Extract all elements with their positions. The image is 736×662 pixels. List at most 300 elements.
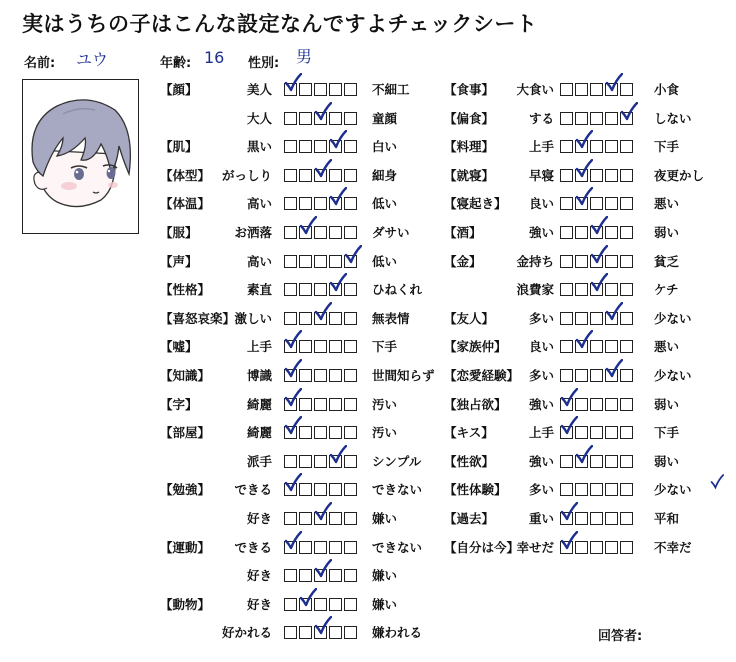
checkbox[interactable] (314, 255, 327, 268)
category-label: 【酒】 (444, 225, 482, 240)
checkbox[interactable] (344, 541, 357, 554)
category-label: 【字】 (160, 396, 198, 412)
checkbox[interactable] (590, 512, 603, 525)
left-option-label: 好き (246, 568, 272, 584)
right-option-label: 下手 (654, 425, 680, 441)
checkbox[interactable] (329, 83, 342, 96)
checklist-row (444, 252, 729, 274)
checkbox[interactable] (575, 255, 588, 268)
left-option-label: 金持ち (516, 253, 554, 269)
checklist-row (160, 280, 430, 302)
left-option-label: 激しい (234, 310, 272, 326)
right-option-label: 嫌い (372, 511, 398, 526)
checkbox[interactable] (284, 226, 297, 239)
checkbox[interactable] (605, 398, 618, 411)
checkbox[interactable] (605, 112, 618, 125)
checklist-row (444, 509, 729, 531)
right-option-label: ひねくれ (372, 282, 423, 298)
left-option-label: できる (234, 539, 272, 555)
checkbox[interactable] (284, 283, 297, 296)
category-label: 【性体験】 (444, 482, 507, 498)
checkbox[interactable] (314, 483, 327, 496)
character-portrait (22, 79, 139, 234)
right-option-label: 弱い (654, 396, 680, 412)
checkbox[interactable] (299, 626, 312, 639)
checkbox[interactable] (620, 340, 633, 353)
checkbox[interactable] (590, 140, 603, 153)
checkbox[interactable] (329, 541, 342, 554)
checkbox[interactable] (620, 83, 633, 96)
checkbox[interactable] (575, 426, 588, 439)
checkbox[interactable] (344, 512, 357, 525)
left-option-label: 大人 (246, 110, 272, 126)
checklist-row (160, 80, 430, 102)
checkbox[interactable] (605, 340, 618, 353)
left-option-label: 良い (528, 339, 554, 355)
left-option-label: 重い (528, 511, 554, 526)
checkbox[interactable] (299, 398, 312, 411)
category-label: 【喜怒哀楽】 (160, 310, 236, 326)
left-option-label: できる (234, 482, 272, 498)
right-option-label: ケチ (654, 282, 679, 298)
left-option-label: 早寝 (528, 167, 554, 183)
checkbox[interactable] (620, 255, 633, 268)
checkbox[interactable] (329, 426, 342, 439)
checklist-row (160, 595, 430, 617)
checkbox[interactable] (299, 283, 312, 296)
checkbox[interactable] (560, 169, 573, 182)
checkbox[interactable] (299, 483, 312, 496)
checklist-row (444, 109, 729, 131)
checklist-row (444, 395, 729, 417)
checkbox[interactable] (299, 541, 312, 554)
right-option-label: 不幸だ (654, 539, 692, 555)
checklist-row (160, 452, 430, 474)
checklist-row (444, 223, 729, 245)
checkbox[interactable] (299, 340, 312, 353)
checkbox[interactable] (314, 541, 327, 554)
checkbox[interactable] (299, 569, 312, 582)
checkbox[interactable] (575, 283, 588, 296)
checkbox[interactable] (314, 226, 327, 239)
left-option-label: がっしり (221, 167, 272, 183)
checkbox[interactable] (329, 340, 342, 353)
checkbox[interactable] (590, 112, 603, 125)
checkbox[interactable] (314, 83, 327, 96)
checkbox[interactable] (575, 112, 588, 125)
checkbox[interactable] (605, 255, 618, 268)
checkbox[interactable] (575, 312, 588, 325)
checkbox[interactable] (590, 83, 603, 96)
category-label: 【部屋】 (160, 425, 211, 441)
checkbox[interactable] (620, 140, 633, 153)
category-label: 【友人】 (444, 310, 495, 326)
checkbox[interactable] (299, 140, 312, 153)
right-option-label: 細身 (372, 167, 398, 183)
category-label: 【肌】 (160, 139, 198, 155)
category-label: 【料理】 (444, 139, 495, 155)
checkbox[interactable] (344, 426, 357, 439)
checkbox[interactable] (575, 369, 588, 382)
checkbox[interactable] (344, 140, 357, 153)
checkbox[interactable] (284, 598, 297, 611)
category-label: 【自分は今】 (444, 539, 520, 555)
category-label: 【性格】 (160, 282, 211, 298)
checkbox[interactable] (620, 197, 633, 210)
checkbox[interactable] (560, 483, 573, 496)
right-option-label: 無表情 (372, 310, 410, 326)
checkbox[interactable] (605, 283, 618, 296)
character-illustration (23, 80, 139, 234)
checkbox[interactable] (299, 197, 312, 210)
checkbox[interactable] (299, 112, 312, 125)
checklist-row (444, 452, 729, 474)
checkbox[interactable] (299, 83, 312, 96)
checklist-row (444, 423, 729, 445)
checklist-row (444, 480, 729, 502)
checklist-row (160, 366, 435, 388)
category-label: 【キス】 (444, 425, 494, 441)
right-option-label: 嫌われる (372, 625, 423, 641)
checkbox[interactable] (329, 626, 342, 639)
left-option-label: 綺麗 (246, 425, 272, 441)
checkbox[interactable] (344, 312, 357, 325)
checkbox[interactable] (284, 455, 297, 468)
checklist-row (444, 337, 729, 359)
right-option-label: 悪い (654, 196, 680, 212)
check-mark-icon (344, 245, 362, 265)
checkbox[interactable] (314, 455, 327, 468)
right-option-label: 平和 (654, 511, 680, 526)
checkbox[interactable] (575, 398, 588, 411)
checkbox[interactable] (344, 398, 357, 411)
checkbox[interactable] (605, 541, 618, 554)
right-option-label: シンプル (372, 453, 422, 469)
checkbox[interactable] (575, 483, 588, 496)
checkbox[interactable] (344, 83, 357, 96)
category-label: 【偏食】 (444, 110, 495, 126)
checkbox[interactable] (560, 112, 573, 125)
checkbox[interactable] (284, 569, 297, 582)
checkbox[interactable] (344, 226, 357, 239)
checklist-row (160, 566, 430, 588)
category-label: 【寝起き】 (444, 196, 507, 212)
checkbox[interactable] (344, 598, 357, 611)
checklist-row (444, 309, 729, 331)
right-option-label: 嫌い (372, 568, 398, 584)
right-option-label: 悪い (654, 339, 680, 355)
checkbox[interactable] (590, 426, 603, 439)
age-label: 年齢: (160, 56, 192, 71)
gender-label: 性別: (248, 56, 280, 71)
checkbox[interactable] (314, 369, 327, 382)
checklist-row (160, 538, 430, 560)
checkbox[interactable] (620, 369, 633, 382)
left-option-label: 美人 (246, 82, 272, 97)
checkbox[interactable] (344, 283, 357, 296)
left-option-label: 強い (528, 453, 554, 469)
right-option-label: 小食 (654, 82, 680, 97)
right-option-label: 世間知らず (372, 368, 435, 383)
checkbox[interactable] (299, 369, 312, 382)
left-option-label: お洒落 (234, 225, 272, 240)
checkbox[interactable] (299, 255, 312, 268)
left-option-label: 多い (528, 310, 554, 326)
right-option-label: 嫌い (372, 596, 398, 612)
checkbox[interactable] (620, 426, 633, 439)
checkbox[interactable] (560, 455, 573, 468)
category-label: 【恋愛経験】 (444, 368, 520, 383)
left-option-label: 好き (246, 511, 272, 526)
checkbox[interactable] (605, 426, 618, 439)
checkbox[interactable] (560, 197, 573, 210)
respondent-label: 回答者: (598, 629, 643, 644)
checklist-row (160, 194, 430, 216)
checkbox[interactable] (284, 312, 297, 325)
checkbox[interactable] (329, 512, 342, 525)
checkbox[interactable] (329, 312, 342, 325)
checkbox[interactable] (590, 541, 603, 554)
category-label: 【性欲】 (444, 453, 495, 469)
left-option-label: 博識 (246, 368, 272, 383)
checkbox[interactable] (314, 283, 327, 296)
checklist-row (160, 166, 430, 188)
checkbox[interactable] (560, 369, 573, 382)
name-value: ユウ (76, 50, 109, 69)
checkbox[interactable] (560, 140, 573, 153)
checklist-row (444, 538, 729, 560)
checkbox[interactable] (620, 398, 633, 411)
left-option-label: 好かれる (221, 625, 272, 641)
right-option-label: 汚い (372, 396, 398, 412)
left-option-label: 黒い (246, 139, 272, 155)
checkbox[interactable] (329, 569, 342, 582)
checkbox[interactable] (344, 569, 357, 582)
right-option-label: しない (654, 110, 692, 126)
checkbox[interactable] (299, 426, 312, 439)
checkbox[interactable] (605, 226, 618, 239)
left-option-label: 綺麗 (246, 396, 272, 412)
checkbox[interactable] (560, 83, 573, 96)
right-option-label: 不細工 (372, 82, 410, 97)
checklist-row (160, 109, 430, 131)
checkbox[interactable] (344, 340, 357, 353)
checkbox[interactable] (314, 598, 327, 611)
right-option-label: できない (372, 482, 423, 498)
category-label: 【運動】 (160, 539, 211, 555)
checklist-row (160, 623, 430, 645)
left-option-label: 高い (246, 196, 272, 212)
checkbox[interactable] (575, 83, 588, 96)
checkbox[interactable] (344, 483, 357, 496)
checkbox[interactable] (344, 197, 357, 210)
checkbox[interactable] (620, 483, 633, 496)
checkbox[interactable] (620, 169, 633, 182)
sheet-title: 実はうちの子はこんな設定なんですよチェックシート (22, 12, 538, 36)
checkbox[interactable] (329, 398, 342, 411)
checkbox[interactable] (329, 369, 342, 382)
name-label: 名前: (24, 56, 56, 71)
checkbox[interactable] (344, 169, 357, 182)
checkbox[interactable] (284, 112, 297, 125)
category-label: 【体温】 (160, 196, 211, 212)
category-label: 【家族仲】 (444, 339, 507, 355)
checkbox[interactable] (605, 455, 618, 468)
extra-check-mark-icon (710, 474, 724, 490)
checkbox[interactable] (590, 197, 603, 210)
checklist-row (444, 80, 729, 102)
right-option-label: 低い (372, 196, 398, 212)
right-option-label: 低い (372, 253, 398, 269)
checkbox[interactable] (560, 283, 573, 296)
left-option-label: 好き (246, 596, 272, 612)
checklist-row (160, 337, 430, 359)
right-option-label: 童顔 (372, 110, 398, 126)
checkbox[interactable] (299, 512, 312, 525)
left-option-label: する (528, 110, 554, 126)
right-option-label: 弱い (654, 453, 680, 469)
checkbox[interactable] (575, 226, 588, 239)
checklist-row (160, 309, 430, 331)
right-option-label: 少ない (654, 368, 692, 383)
checkbox[interactable] (284, 626, 297, 639)
checklist-row (160, 137, 430, 159)
category-label: 【過去】 (444, 511, 495, 526)
checkbox[interactable] (284, 140, 297, 153)
checkbox[interactable] (314, 140, 327, 153)
left-option-label: 多い (528, 482, 554, 498)
checkbox[interactable] (620, 512, 633, 525)
checkbox[interactable] (344, 455, 357, 468)
left-option-label: 大食い (516, 82, 554, 97)
checklist-row (160, 509, 430, 531)
checkbox[interactable] (284, 512, 297, 525)
checkbox[interactable] (620, 312, 633, 325)
checkbox[interactable] (605, 512, 618, 525)
checkbox[interactable] (329, 598, 342, 611)
right-option-label: 弱い (654, 225, 680, 240)
checkbox[interactable] (620, 455, 633, 468)
checkbox[interactable] (605, 140, 618, 153)
right-option-label: ダサい (372, 225, 410, 240)
left-option-label: 強い (528, 396, 554, 412)
age-value: 16 (204, 48, 225, 67)
checkbox[interactable] (284, 169, 297, 182)
checkbox[interactable] (560, 226, 573, 239)
checkbox[interactable] (314, 197, 327, 210)
checkbox[interactable] (344, 369, 357, 382)
checklist-row (160, 423, 430, 445)
left-option-label: 多い (528, 368, 554, 383)
category-label: 【体型】 (160, 167, 211, 183)
checklist-row (444, 166, 729, 188)
checkbox[interactable] (605, 483, 618, 496)
checkbox[interactable] (590, 369, 603, 382)
checkbox[interactable] (590, 398, 603, 411)
checkbox[interactable] (590, 455, 603, 468)
left-option-label: 上手 (528, 139, 554, 155)
left-option-label: 素直 (246, 282, 272, 298)
left-option-label: 強い (528, 225, 554, 240)
right-option-label: 少ない (654, 482, 692, 498)
checklist-row (160, 395, 430, 417)
checkbox[interactable] (560, 312, 573, 325)
checkbox[interactable] (344, 112, 357, 125)
checkbox[interactable] (590, 312, 603, 325)
left-option-label: 派手 (246, 453, 272, 469)
category-label: 【金】 (444, 253, 482, 269)
right-option-label: 汚い (372, 425, 398, 441)
checklist-row (444, 366, 729, 388)
checkbox[interactable] (314, 340, 327, 353)
checklist-row (444, 280, 729, 302)
category-label: 【動物】 (160, 596, 211, 612)
checkbox[interactable] (314, 426, 327, 439)
category-label: 【声】 (160, 253, 198, 269)
checkbox[interactable] (560, 255, 573, 268)
left-option-label: 幸せだ (516, 539, 554, 555)
checkbox[interactable] (299, 455, 312, 468)
gender-value: 男 (296, 47, 313, 66)
category-label: 【就寝】 (444, 167, 495, 183)
checklist-row (444, 194, 729, 216)
checkbox[interactable] (605, 169, 618, 182)
category-label: 【服】 (160, 225, 198, 240)
category-label: 【顔】 (160, 82, 198, 97)
checkbox[interactable] (590, 483, 603, 496)
left-option-label: 高い (246, 253, 272, 269)
checkbox[interactable] (620, 226, 633, 239)
checkbox[interactable] (344, 626, 357, 639)
category-label: 【知識】 (160, 368, 211, 383)
right-option-label: 白い (372, 139, 398, 155)
checkbox[interactable] (590, 169, 603, 182)
checkbox[interactable] (560, 340, 573, 353)
checkbox[interactable] (284, 197, 297, 210)
checklist-row (444, 137, 729, 159)
checklist-row (160, 252, 430, 274)
category-label: 【嘘】 (160, 339, 198, 355)
checklist-row (160, 480, 430, 502)
checkbox[interactable] (590, 340, 603, 353)
checkbox[interactable] (284, 255, 297, 268)
checkbox[interactable] (605, 197, 618, 210)
left-option-label: 上手 (246, 339, 272, 355)
checkbox[interactable] (329, 169, 342, 182)
category-label: 【勉強】 (160, 482, 211, 498)
checkbox[interactable] (329, 226, 342, 239)
checkbox[interactable] (329, 255, 342, 268)
right-option-label: 少ない (654, 310, 692, 326)
checkbox[interactable] (620, 283, 633, 296)
checkbox[interactable] (575, 541, 588, 554)
checkbox[interactable] (620, 541, 633, 554)
right-option-label: 下手 (372, 339, 398, 355)
checklist-row (160, 223, 430, 245)
checkbox[interactable] (314, 398, 327, 411)
checkbox[interactable] (329, 483, 342, 496)
checkbox[interactable] (299, 312, 312, 325)
right-option-label: 夜更かし (654, 167, 705, 183)
left-option-label: 良い (528, 196, 554, 212)
left-option-label: 上手 (528, 425, 554, 441)
right-option-label: 下手 (654, 139, 680, 155)
checkbox[interactable] (299, 169, 312, 182)
checkbox[interactable] (329, 112, 342, 125)
checkbox[interactable] (575, 512, 588, 525)
category-label: 【独占欲】 (444, 396, 507, 412)
left-option-label: 浪費家 (516, 282, 554, 298)
